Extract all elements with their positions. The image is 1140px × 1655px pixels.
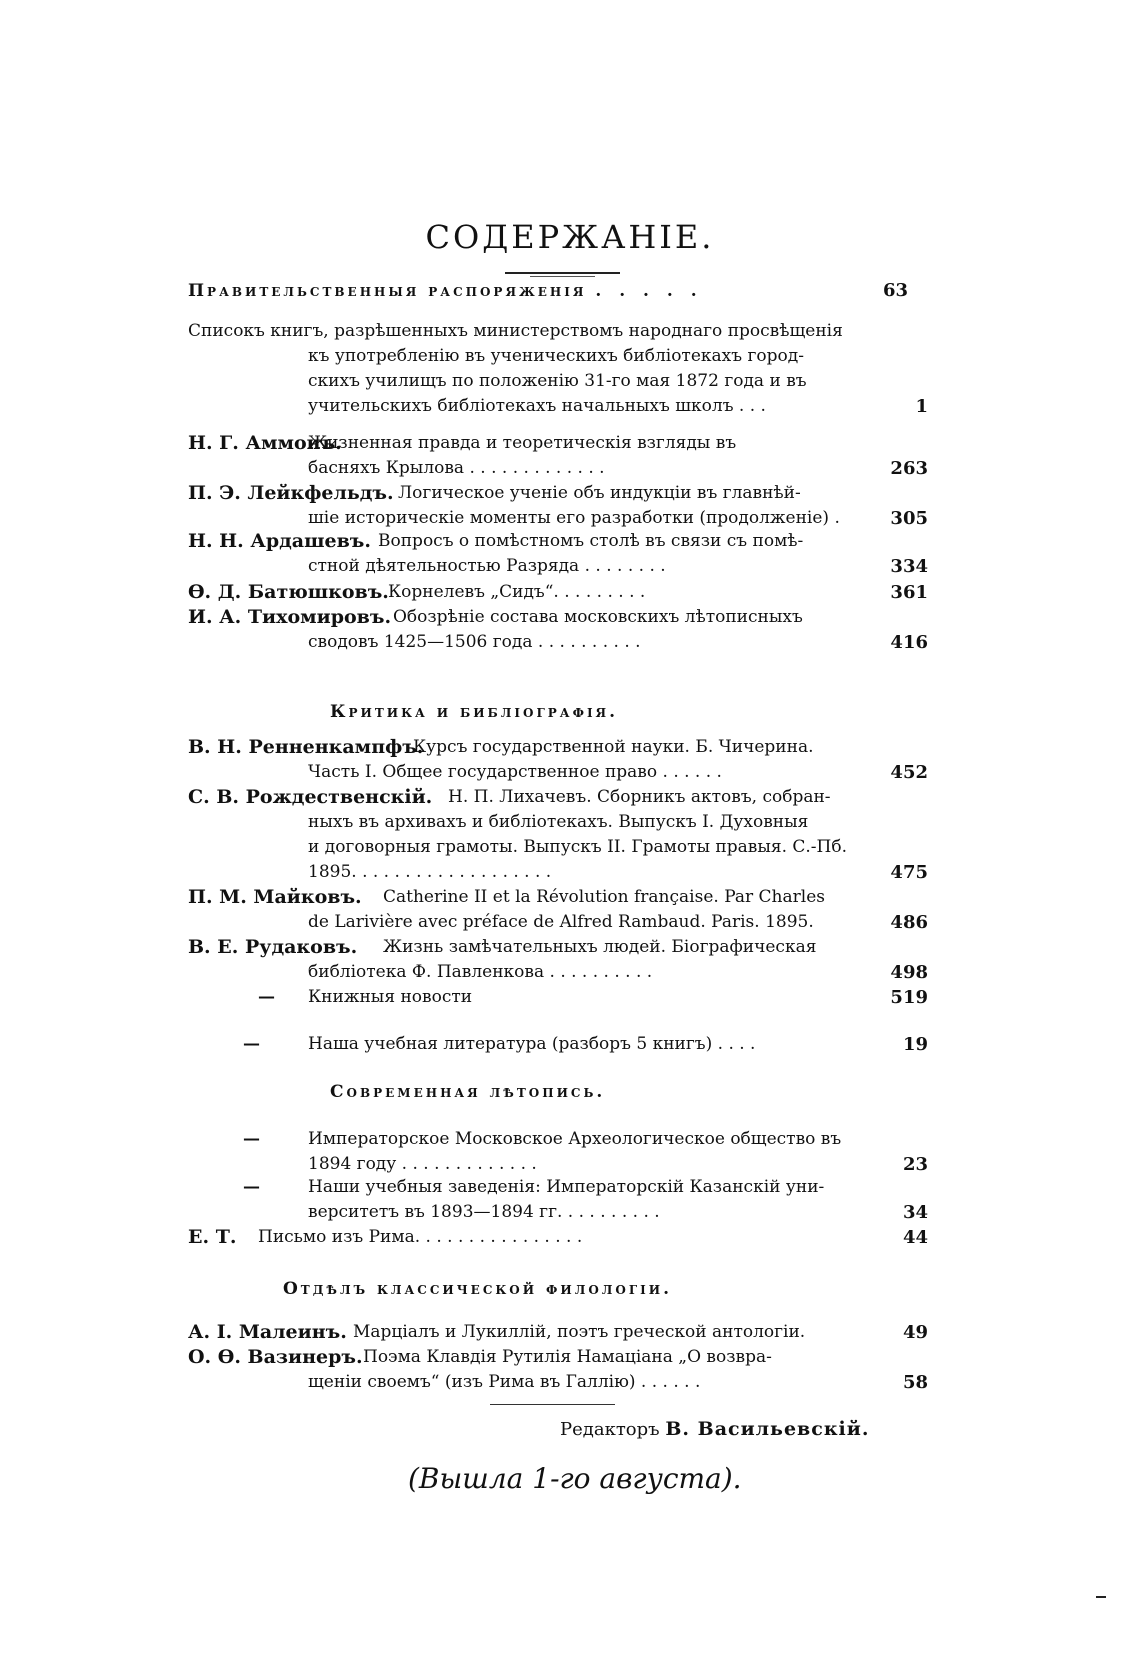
entry-title: басняхъ Крылова . . . . . . . . . . . . . — [308, 458, 605, 478]
entry-title: 1894 году . . . . . . . . . . . . . — [308, 1154, 537, 1174]
entry-title: Поэма Клавдія Рутилія Намаціана „О возвра- — [363, 1347, 772, 1367]
author: Н. Г. Аммонъ. — [188, 432, 342, 454]
toc-entry-article — [188, 529, 928, 579]
entry-page: 44 — [902, 1227, 928, 1248]
entry-title: Наши учебныя заведенія: Императорскій Казанскій уни- — [308, 1177, 825, 1197]
entry-page: 416 — [890, 632, 928, 653]
entry-title: Логическое ученіе объ индукціи въ главнѣй- — [398, 483, 801, 503]
section-chron-title: Современная лѣтопись. — [330, 1082, 606, 1102]
toc-entry-critique — [188, 935, 928, 985]
booklist-line: скихъ училищъ по положенію 31-го мая 1872 года и въ — [308, 371, 807, 391]
author: О. Ө. Вазинеръ. — [188, 1346, 363, 1368]
entry-page: 34 — [902, 1202, 928, 1223]
toc-entry-chronicle — [188, 1175, 928, 1225]
author: Ө. Д. Батюшковъ. — [188, 581, 389, 603]
toc-entry-article — [188, 605, 928, 655]
section-classic-heading — [283, 1277, 843, 1301]
entry-title: de Larivière avec préface de Alfred Rambaud. Paris. 1895. — [308, 912, 814, 932]
author: В. Е. Рудаковъ. — [188, 936, 358, 958]
dash: — — [243, 1034, 260, 1054]
entry-page: 519 — [890, 987, 928, 1008]
entry-page: 334 — [890, 556, 928, 577]
author: П. М. Майковъ. — [188, 886, 362, 908]
entry-title: Catherine II et la Révolution française. Par Charles — [383, 887, 825, 907]
entry-page: 23 — [902, 1154, 928, 1175]
editor-label: Редакторъ — [560, 1419, 660, 1440]
entry-title: и договорныя грамоты. Выпускъ II. Грамоты правыя. С.-Пб. — [308, 837, 848, 857]
entry-page: 49 — [902, 1322, 928, 1343]
entry-title: стной дѣятельностью Разряда . . . . . . . . — [308, 556, 666, 576]
toc-entry-chronicle — [188, 1225, 928, 1250]
section-chron-heading — [330, 1080, 830, 1104]
editor-line — [560, 1418, 869, 1440]
entry-title: Жизнь замѣчательныхъ людей. Біографическая — [383, 937, 817, 957]
author: И. А. Тихомировъ. — [188, 606, 392, 628]
entry-title: Часть I. Общее государственное право . . . . . . — [308, 762, 722, 782]
section-gov-title: Правительственныя распоряженія — [188, 281, 587, 301]
toc-entry-chronicle — [188, 1127, 928, 1177]
title-rule — [505, 272, 620, 274]
entry-page: 452 — [890, 762, 928, 783]
entry-page: 498 — [890, 962, 928, 983]
entry-page: 305 — [890, 508, 928, 529]
entry-title: Письмо изъ Рима. . . . . . . . . . . . . . . . — [258, 1227, 583, 1247]
entry-page: 19 — [902, 1034, 928, 1055]
entry-title: ныхъ въ архивахъ и библіотекахъ. Выпускъ I. Духовныя — [308, 812, 809, 832]
entry-page: 486 — [890, 912, 928, 933]
page-title: СОДЕРЖАНІЕ. — [425, 218, 715, 256]
toc-entry-critique — [188, 785, 928, 885]
author: В. Н. Ренненкампфъ. — [188, 736, 424, 758]
dash: — — [243, 1129, 260, 1149]
toc-entry-critique — [188, 985, 928, 1010]
section-classic-title: Отдѣлъ классической филологіи. — [283, 1279, 673, 1299]
bottom-rule — [490, 1404, 615, 1405]
entry-title: Императорское Московское Археологическое общество въ — [308, 1129, 842, 1149]
dash: — — [258, 987, 275, 1007]
title-rule-thin — [530, 276, 595, 277]
entry-title: Вопросъ о помѣстномъ столѣ въ связи съ помѣ- — [378, 531, 804, 551]
booklist-line: Списокъ книгъ, разрѣшенныхъ министерствомъ народнаго просвѣщенія — [188, 321, 843, 341]
entry-title: Курсъ государственной науки. Б. Чичерина. — [413, 737, 814, 757]
toc-entry-classics — [188, 1345, 928, 1395]
entry-page: 361 — [890, 582, 928, 603]
toc-entry-critique — [188, 885, 928, 935]
editor-name: В. Васильевскій. — [665, 1418, 870, 1440]
entry-title: шіе историческіе моменты его разработки (продолженіе) . — [308, 508, 840, 528]
section-crit-title: Критика и библіографія. — [330, 702, 619, 722]
entry-title: библіотека Ф. Павленкова . . . . . . . . . . — [308, 962, 653, 982]
section-gov-heading — [188, 279, 908, 303]
booklist-line: учительскихъ библіотекахъ начальныхъ школъ . . . — [308, 396, 766, 416]
entry-title: верситетъ въ 1893—1894 гг. . . . . . . . . . — [308, 1202, 660, 1222]
entry-title: Книжныя новости — [308, 987, 473, 1007]
toc-entry-booklist — [188, 319, 928, 419]
entry-page: 58 — [902, 1372, 928, 1393]
author: П. Э. Лейкфельдъ. — [188, 482, 394, 504]
toc-entry-article — [188, 481, 928, 531]
author: Н. Н. Ардашевъ. — [188, 530, 371, 552]
entry-title: Корнелевъ „Сидъ“. . . . . . . . . — [388, 582, 646, 602]
entry-title: Наша учебная литература (разборъ 5 книгъ) . . . . — [308, 1034, 756, 1054]
entry-title: сводовъ 1425—1506 года . . . . . . . . . . — [308, 632, 641, 652]
entry-page: 263 — [890, 458, 928, 479]
section-crit-heading — [330, 700, 830, 724]
author: Е. Т. — [188, 1226, 237, 1248]
author: А. I. Малеинъ. — [188, 1321, 347, 1343]
section-gov-leader: . . . . . — [595, 281, 703, 301]
toc-entry-critique — [188, 735, 928, 785]
handwritten-note: (Вышла 1-го августа). — [408, 1462, 742, 1495]
dash: — — [243, 1177, 260, 1197]
entry-title: щеніи своемъ“ (изъ Рима въ Галлію) . . . . . . — [308, 1372, 701, 1392]
entry-title: Н. П. Лихачевъ. Сборникъ актовъ, собран- — [448, 787, 831, 807]
margin-mark — [1096, 1596, 1106, 1598]
section-gov-page: 63 — [882, 280, 908, 301]
toc-entry-article — [188, 431, 928, 481]
booklist-page: 1 — [915, 396, 928, 417]
toc-entry-critique — [188, 1032, 928, 1057]
entry-title: Обозрѣніе состава московскихъ лѣтописныхъ — [393, 607, 803, 627]
entry-page: 475 — [890, 862, 928, 883]
entry-title: Жизненная правда и теоретическія взгляды въ — [308, 433, 737, 453]
author: С. В. Рождественскій. — [188, 786, 433, 808]
booklist-line: къ употребленію въ ученическихъ библіотекахъ город- — [308, 346, 804, 366]
entry-title: 1895. . . . . . . . . . . . . . . . . . . — [308, 862, 552, 882]
entry-title: Марціалъ и Лукиллій, поэтъ греческой антологіи. — [353, 1322, 806, 1342]
toc-entry-classics — [188, 1320, 928, 1345]
toc-entry-article — [188, 580, 928, 605]
